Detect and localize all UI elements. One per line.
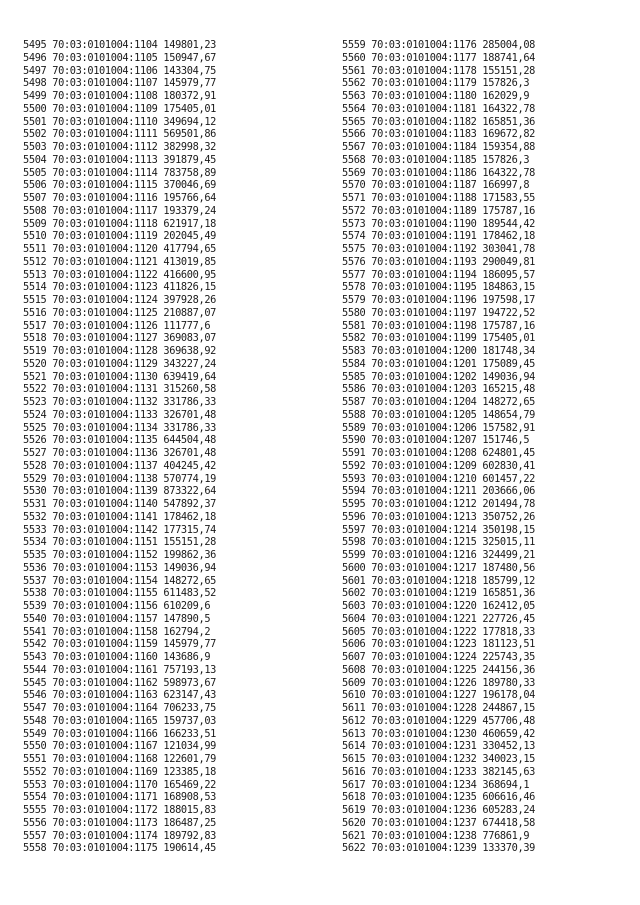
record-row: 5610 70:03:0101004:1227 196178,04 [342, 689, 536, 702]
record-row: 5498 70:03:0101004:1107 145979,77 [23, 77, 217, 90]
record-row: 5565 70:03:0101004:1182 165851,36 [342, 115, 536, 128]
record-row: 5587 70:03:0101004:1204 148272,65 [342, 396, 536, 408]
record-row: 5544 70:03:0101004:1161 757193,13 [23, 663, 217, 676]
record-row: 5582 70:03:0101004:1199 175405,01 [342, 332, 536, 345]
record-row: 5524 70:03:0101004:1133 326701,48 [23, 408, 217, 421]
record-row: 5555 70:03:0101004:1172 188015,83 [23, 804, 217, 816]
record-row: 5525 70:03:0101004:1134 331786,33 [23, 421, 217, 434]
record-row: 5570 70:03:0101004:1187 166997,8 [342, 179, 530, 192]
record-row: 5512 70:03:0101004:1121 413019,85 [23, 255, 217, 268]
record-row: 5596 70:03:0101004:1213 350752,26 [342, 510, 536, 523]
record-row: 5515 70:03:0101004:1124 397928,26 [23, 294, 217, 306]
record-row: 5497 70:03:0101004:1106 143304,75 [23, 64, 217, 77]
record-row: 5546 70:03:0101004:1163 623147,43 [23, 689, 217, 702]
record-row: 5571 70:03:0101004:1188 171583,55 [342, 192, 536, 204]
record-row: 5538 70:03:0101004:1155 611483,52 [23, 587, 217, 600]
record-row: 5569 70:03:0101004:1186 164322,78 [342, 166, 536, 179]
record-row: 5562 70:03:0101004:1179 157826,3 [342, 77, 530, 90]
record-row: 5519 70:03:0101004:1128 369638,92 [23, 345, 217, 357]
record-row: 5529 70:03:0101004:1138 570774,19 [23, 472, 217, 485]
record-row: 5545 70:03:0101004:1162 598973,67 [23, 676, 217, 689]
record-row: 5537 70:03:0101004:1154 148272,65 [23, 574, 217, 587]
record-row: 5577 70:03:0101004:1194 186095,57 [342, 268, 536, 281]
record-row: 5560 70:03:0101004:1177 188741,64 [342, 51, 536, 64]
record-row: 5556 70:03:0101004:1173 186487,25 [23, 816, 217, 829]
record-row: 5511 70:03:0101004:1120 417794,65 [23, 243, 217, 255]
record-row: 5567 70:03:0101004:1184 159354,88 [342, 141, 536, 153]
record-row: 5564 70:03:0101004:1181 164322,78 [342, 102, 536, 115]
record-row: 5557 70:03:0101004:1174 189792,83 [23, 829, 217, 842]
record-row: 5581 70:03:0101004:1198 175787,16 [342, 319, 536, 332]
record-row: 5597 70:03:0101004:1214 350198,15 [342, 523, 536, 536]
record-row: 5599 70:03:0101004:1216 324499,21 [342, 549, 536, 561]
record-row: 5536 70:03:0101004:1153 149036,94 [23, 561, 217, 574]
record-row: 5553 70:03:0101004:1170 165469,22 [23, 778, 217, 791]
record-row: 5522 70:03:0101004:1131 315260,58 [23, 383, 217, 396]
record-row: 5534 70:03:0101004:1151 155151,28 [23, 536, 217, 549]
record-row: 5543 70:03:0101004:1160 143686,9 [23, 651, 211, 663]
record-row: 5554 70:03:0101004:1171 168908,53 [23, 791, 217, 804]
record-row: 5504 70:03:0101004:1113 391879,45 [23, 153, 217, 166]
record-row: 5547 70:03:0101004:1164 706233,75 [23, 702, 217, 714]
record-row: 5601 70:03:0101004:1218 185799,12 [342, 574, 536, 587]
record-row: 5516 70:03:0101004:1125 210887,07 [23, 306, 217, 319]
record-row: 5573 70:03:0101004:1190 189544,42 [342, 217, 536, 230]
record-row: 5619 70:03:0101004:1236 605283,24 [342, 804, 536, 816]
record-row: 5526 70:03:0101004:1135 644504,48 [23, 434, 217, 447]
record-row: 5617 70:03:0101004:1234 368694,1 [342, 778, 530, 791]
record-row: 5532 70:03:0101004:1141 178462,18 [23, 510, 217, 523]
record-row: 5505 70:03:0101004:1114 783758,89 [23, 166, 217, 179]
record-row: 5616 70:03:0101004:1233 382145,63 [342, 765, 536, 778]
record-row: 5605 70:03:0101004:1222 177818,33 [342, 625, 536, 638]
record-row: 5622 70:03:0101004:1239 133370,39 [342, 842, 536, 855]
record-row: 5579 70:03:0101004:1196 197598,17 [342, 294, 536, 306]
record-row: 5578 70:03:0101004:1195 184863,15 [342, 281, 536, 294]
record-row: 5551 70:03:0101004:1168 122601,79 [23, 753, 217, 765]
record-row: 5585 70:03:0101004:1202 149036,94 [342, 370, 536, 383]
record-row: 5499 70:03:0101004:1108 180372,91 [23, 90, 217, 102]
record-row: 5552 70:03:0101004:1169 123385,18 [23, 765, 217, 778]
record-row: 5606 70:03:0101004:1223 181123,51 [342, 638, 536, 651]
record-row: 5495 70:03:0101004:1104 149801,23 [23, 39, 217, 51]
record-row: 5506 70:03:0101004:1115 370046,69 [23, 179, 217, 192]
record-row: 5621 70:03:0101004:1238 776861,9 [342, 829, 530, 842]
record-row: 5517 70:03:0101004:1126 111777,6 [23, 319, 211, 332]
record-row: 5561 70:03:0101004:1178 155151,28 [342, 64, 536, 77]
record-row: 5574 70:03:0101004:1191 178462,18 [342, 230, 536, 243]
record-row: 5540 70:03:0101004:1157 147890,5 [23, 612, 211, 625]
record-row: 5568 70:03:0101004:1185 157826,3 [342, 153, 530, 166]
record-row: 5576 70:03:0101004:1193 290049,81 [342, 255, 536, 268]
record-row: 5586 70:03:0101004:1203 165215,48 [342, 383, 536, 396]
record-row: 5583 70:03:0101004:1200 181748,34 [342, 345, 536, 357]
record-row: 5531 70:03:0101004:1140 547892,37 [23, 498, 217, 510]
record-row: 5563 70:03:0101004:1180 162029,9 [342, 90, 530, 102]
record-row: 5514 70:03:0101004:1123 411826,15 [23, 281, 217, 294]
record-row: 5539 70:03:0101004:1156 610209,6 [23, 600, 211, 612]
record-row: 5530 70:03:0101004:1139 873322,64 [23, 485, 217, 498]
record-row: 5521 70:03:0101004:1130 639419,64 [23, 370, 217, 383]
record-row: 5501 70:03:0101004:1110 349694,12 [23, 115, 217, 128]
record-row: 5508 70:03:0101004:1117 193379,24 [23, 204, 217, 217]
record-row: 5575 70:03:0101004:1192 303041,78 [342, 243, 536, 255]
record-row: 5607 70:03:0101004:1224 225743,35 [342, 651, 536, 663]
record-row: 5541 70:03:0101004:1158 162794,2 [23, 625, 211, 638]
record-row: 5609 70:03:0101004:1226 189780,33 [342, 676, 536, 689]
record-row: 5548 70:03:0101004:1165 159737,03 [23, 714, 217, 727]
record-row: 5527 70:03:0101004:1136 326701,48 [23, 447, 217, 459]
record-row: 5550 70:03:0101004:1167 121034,99 [23, 740, 217, 753]
record-row: 5572 70:03:0101004:1189 175787,16 [342, 204, 536, 217]
record-row: 5591 70:03:0101004:1208 624801,45 [342, 447, 536, 459]
record-row: 5590 70:03:0101004:1207 151746,5 [342, 434, 530, 447]
record-row: 5613 70:03:0101004:1230 460659,42 [342, 727, 536, 740]
record-row: 5593 70:03:0101004:1210 601457,22 [342, 472, 536, 485]
record-row: 5603 70:03:0101004:1220 162412,05 [342, 600, 536, 612]
record-row: 5500 70:03:0101004:1109 175405,01 [23, 102, 217, 115]
record-row: 5507 70:03:0101004:1116 195766,64 [23, 192, 217, 204]
record-row: 5615 70:03:0101004:1232 340023,15 [342, 753, 536, 765]
record-row: 5510 70:03:0101004:1119 202045,49 [23, 230, 217, 243]
record-row: 5528 70:03:0101004:1137 404245,42 [23, 459, 217, 472]
record-row: 5608 70:03:0101004:1225 244156,36 [342, 663, 536, 676]
record-row: 5612 70:03:0101004:1229 457706,48 [342, 714, 536, 727]
record-row: 5600 70:03:0101004:1217 187480,56 [342, 561, 536, 574]
record-row: 5513 70:03:0101004:1122 416600,95 [23, 268, 217, 281]
record-row: 5533 70:03:0101004:1142 177315,74 [23, 523, 217, 536]
record-row: 5502 70:03:0101004:1111 569501,86 [23, 128, 217, 141]
record-row: 5542 70:03:0101004:1159 145979,77 [23, 638, 217, 651]
right-column [342, 39, 535, 855]
record-row: 5588 70:03:0101004:1205 148654,79 [342, 408, 536, 421]
record-row: 5611 70:03:0101004:1228 244867,15 [342, 702, 536, 714]
record-row: 5496 70:03:0101004:1105 150947,67 [23, 51, 217, 64]
record-row: 5566 70:03:0101004:1183 169672,82 [342, 128, 536, 141]
record-row: 5614 70:03:0101004:1231 330452,13 [342, 740, 536, 753]
record-row: 5503 70:03:0101004:1112 382998,32 [23, 141, 217, 153]
record-row: 5592 70:03:0101004:1209 602830,41 [342, 459, 536, 472]
left-column [23, 39, 216, 855]
record-row: 5549 70:03:0101004:1166 166233,51 [23, 727, 217, 740]
record-row: 5589 70:03:0101004:1206 157582,91 [342, 421, 536, 434]
record-row: 5620 70:03:0101004:1237 674418,58 [342, 816, 536, 829]
record-row: 5559 70:03:0101004:1176 285004,08 [342, 39, 536, 51]
record-row: 5602 70:03:0101004:1219 165851,36 [342, 587, 536, 600]
record-row: 5518 70:03:0101004:1127 369083,07 [23, 332, 217, 345]
record-row: 5520 70:03:0101004:1129 343227,24 [23, 357, 217, 370]
record-row: 5509 70:03:0101004:1118 621917,18 [23, 217, 217, 230]
record-row: 5594 70:03:0101004:1211 203666,06 [342, 485, 536, 498]
record-row: 5595 70:03:0101004:1212 201494,78 [342, 498, 536, 510]
record-row: 5584 70:03:0101004:1201 175089,45 [342, 357, 536, 370]
record-row: 5523 70:03:0101004:1132 331786,33 [23, 396, 217, 408]
record-row: 5580 70:03:0101004:1197 194722,52 [342, 306, 536, 319]
record-row: 5558 70:03:0101004:1175 190614,45 [23, 842, 217, 855]
record-row: 5618 70:03:0101004:1235 606616,46 [342, 791, 536, 804]
record-row: 5598 70:03:0101004:1215 325015,11 [342, 536, 536, 549]
record-row: 5535 70:03:0101004:1152 199862,36 [23, 549, 217, 561]
record-row: 5604 70:03:0101004:1221 227726,45 [342, 612, 536, 625]
